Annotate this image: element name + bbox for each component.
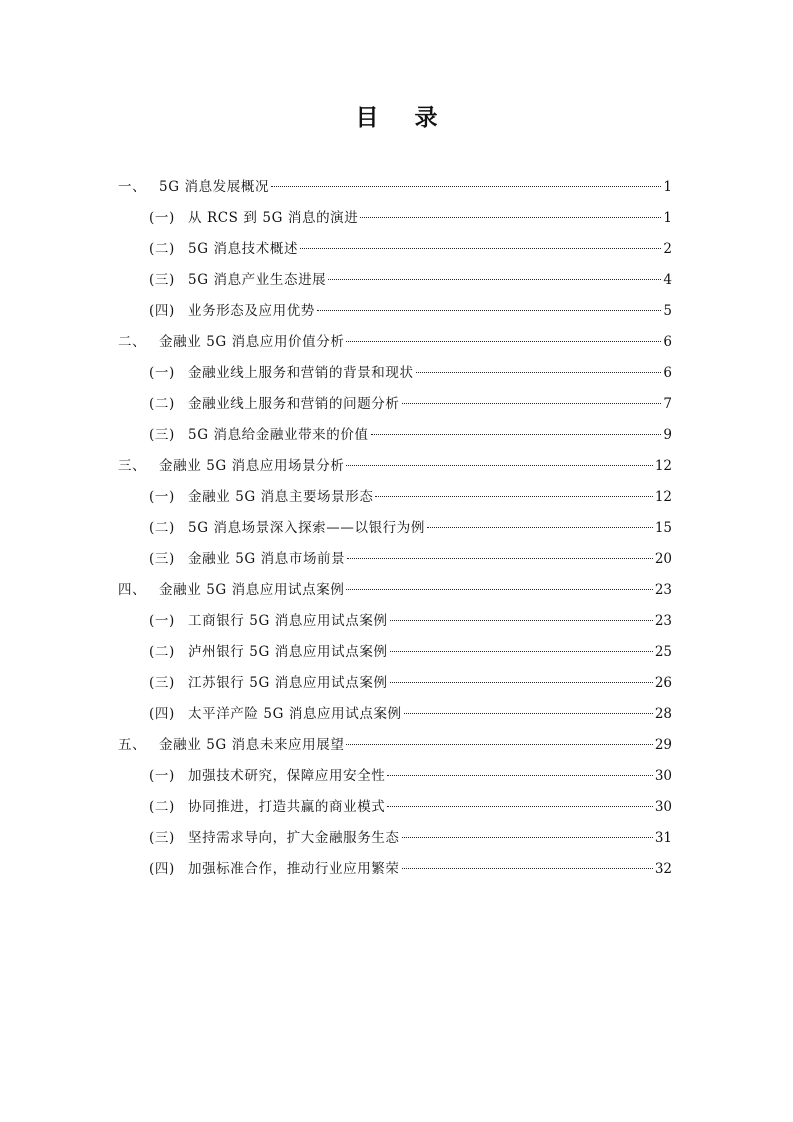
dot-leader	[390, 682, 653, 683]
toc-entry-page-number: 28	[654, 706, 672, 722]
toc-entry-title: 工商银行 5G 消息应用试点案例	[188, 613, 388, 629]
toc-subsection-entry[interactable]	[118, 482, 672, 513]
toc-entry-page-number: 4	[663, 272, 672, 288]
toc-entry-number: (三)	[149, 427, 175, 443]
toc-entry-page-number: 31	[654, 830, 672, 846]
toc-entry-title: 加强技术研究，保障应用安全性	[188, 768, 386, 784]
toc-entry-page-number: 30	[654, 799, 672, 815]
toc-entry-number: (三)	[149, 675, 175, 691]
dot-leader	[404, 713, 653, 714]
toc-entry-number: 四、	[118, 582, 147, 598]
toc-entry-title: 金融业 5G 消息主要场景形态	[188, 489, 374, 505]
page-title: 目 录	[355, 105, 452, 131]
toc-entry-number: (二)	[149, 644, 175, 660]
toc-entry-page-number: 1	[663, 179, 672, 195]
toc-entry-title: 加强标准合作，推动行业应用繁荣	[188, 861, 400, 877]
table-of-contents	[118, 172, 672, 885]
toc-entry-page-number: 12	[654, 489, 672, 505]
dot-leader	[390, 651, 653, 652]
dot-leader	[402, 868, 653, 869]
toc-entry-number: (二)	[149, 396, 175, 412]
toc-entry-page-number: 6	[663, 334, 672, 350]
toc-subsection-entry[interactable]	[118, 296, 672, 327]
toc-entry-number: (四)	[149, 303, 175, 319]
toc-entry-number: (二)	[149, 241, 175, 257]
toc-entry-number: 三、	[118, 458, 147, 474]
dot-leader	[328, 279, 661, 280]
toc-section-entry[interactable]	[118, 730, 672, 761]
toc-entry-number: (一)	[149, 768, 175, 784]
toc-subsection-entry[interactable]	[118, 203, 672, 234]
toc-entry-number: 五、	[118, 737, 147, 753]
toc-entry-title: 坚持需求导向，扩大金融服务生态	[188, 830, 400, 846]
dot-leader	[402, 403, 662, 404]
toc-section-entry[interactable]	[118, 451, 672, 482]
toc-entry-number: (一)	[149, 613, 175, 629]
toc-entry-number: (三)	[149, 830, 175, 846]
toc-entry-title: 从 RCS 到 5G 消息的演进	[188, 210, 359, 226]
toc-subsection-entry[interactable]	[118, 637, 672, 668]
toc-entry-title: 5G 消息产业生态进展	[188, 272, 327, 288]
toc-section-entry[interactable]	[118, 575, 672, 606]
toc-entry-number: (三)	[149, 551, 175, 567]
toc-entry-title: 金融业 5G 消息市场前景	[188, 551, 346, 567]
toc-entry-title: 金融业 5G 消息应用场景分析	[159, 458, 345, 474]
toc-subsection-entry[interactable]	[118, 234, 672, 265]
dot-leader	[300, 248, 661, 249]
toc-subsection-entry[interactable]	[118, 823, 672, 854]
toc-entry-title: 金融业线上服务和营销的背景和现状	[188, 365, 414, 381]
toc-entry-title: 5G 消息给金融业带来的价值	[188, 427, 369, 443]
toc-entry-number: (一)	[149, 489, 175, 505]
toc-entry-number: (三)	[149, 272, 175, 288]
toc-entry-page-number: 25	[654, 644, 672, 660]
toc-entry-page-number: 15	[654, 520, 672, 536]
toc-entry-title: 金融业线上服务和营销的问题分析	[188, 396, 400, 412]
toc-entry-page-number: 1	[663, 210, 672, 226]
toc-entry-title: 5G 消息技术概述	[188, 241, 299, 257]
toc-subsection-entry[interactable]	[118, 761, 672, 792]
toc-subsection-entry[interactable]	[118, 265, 672, 296]
toc-entry-title: 协同推进，打造共赢的商业模式	[188, 799, 386, 815]
dot-leader	[402, 837, 653, 838]
toc-entry-number: (二)	[149, 520, 175, 536]
toc-entry-title: 金融业 5G 消息应用价值分析	[159, 334, 345, 350]
dot-leader	[387, 775, 652, 776]
toc-subsection-entry[interactable]	[118, 606, 672, 637]
toc-entry-number: (一)	[149, 210, 175, 226]
toc-entry-number: (四)	[149, 861, 175, 877]
toc-entry-page-number: 20	[654, 551, 672, 567]
toc-entry-page-number: 12	[654, 458, 672, 474]
toc-subsection-entry[interactable]	[118, 389, 672, 420]
toc-subsection-entry[interactable]	[118, 668, 672, 699]
dot-leader	[416, 372, 662, 373]
toc-entry-page-number: 29	[654, 737, 672, 753]
dot-leader	[371, 434, 662, 435]
toc-subsection-entry[interactable]	[118, 854, 672, 885]
toc-section-entry[interactable]	[118, 327, 672, 358]
toc-entry-page-number: 30	[654, 768, 672, 784]
toc-entry-title: 江苏银行 5G 消息应用试点案例	[188, 675, 388, 691]
toc-entry-page-number: 5	[663, 303, 672, 319]
toc-subsection-entry[interactable]	[118, 513, 672, 544]
dot-leader	[387, 806, 652, 807]
toc-subsection-entry[interactable]	[118, 792, 672, 823]
toc-entry-number: 二、	[118, 334, 147, 350]
toc-entry-page-number: 6	[663, 365, 672, 381]
toc-entry-title: 5G 消息发展概况	[159, 179, 270, 195]
dot-leader	[427, 527, 653, 528]
dot-leader	[271, 186, 661, 187]
dot-leader	[346, 744, 652, 745]
toc-section-entry[interactable]	[118, 172, 672, 203]
dot-leader	[346, 341, 661, 342]
dot-leader	[347, 558, 653, 559]
dot-leader	[346, 465, 652, 466]
toc-subsection-entry[interactable]	[118, 699, 672, 730]
toc-entry-page-number: 9	[663, 427, 672, 443]
dot-leader	[360, 217, 661, 218]
toc-subsection-entry[interactable]	[118, 420, 672, 451]
toc-subsection-entry[interactable]	[118, 358, 672, 389]
toc-entry-page-number: 2	[663, 241, 672, 257]
toc-entry-number: (一)	[149, 365, 175, 381]
toc-entry-page-number: 26	[654, 675, 672, 691]
toc-entry-page-number: 23	[654, 613, 672, 629]
toc-entry-title: 业务形态及应用优势	[188, 303, 315, 319]
toc-entry-title: 泸州银行 5G 消息应用试点案例	[188, 644, 388, 660]
toc-entry-page-number: 23	[654, 582, 672, 598]
toc-entry-title: 金融业 5G 消息未来应用展望	[159, 737, 345, 753]
dot-leader	[390, 620, 653, 621]
toc-subsection-entry[interactable]	[118, 544, 672, 575]
toc-entry-number: (四)	[149, 706, 175, 722]
toc-entry-number: (二)	[149, 799, 175, 815]
dot-leader	[346, 589, 652, 590]
dot-leader	[317, 310, 662, 311]
dot-leader	[375, 496, 652, 497]
toc-entry-title: 太平洋产险 5G 消息应用试点案例	[188, 706, 402, 722]
toc-entry-title: 金融业 5G 消息应用试点案例	[159, 582, 345, 598]
toc-entry-number: 一、	[118, 179, 147, 195]
toc-entry-title: 5G 消息场景深入探索——以银行为例	[188, 520, 425, 536]
toc-entry-page-number: 7	[663, 396, 672, 412]
toc-entry-page-number: 32	[654, 861, 672, 877]
